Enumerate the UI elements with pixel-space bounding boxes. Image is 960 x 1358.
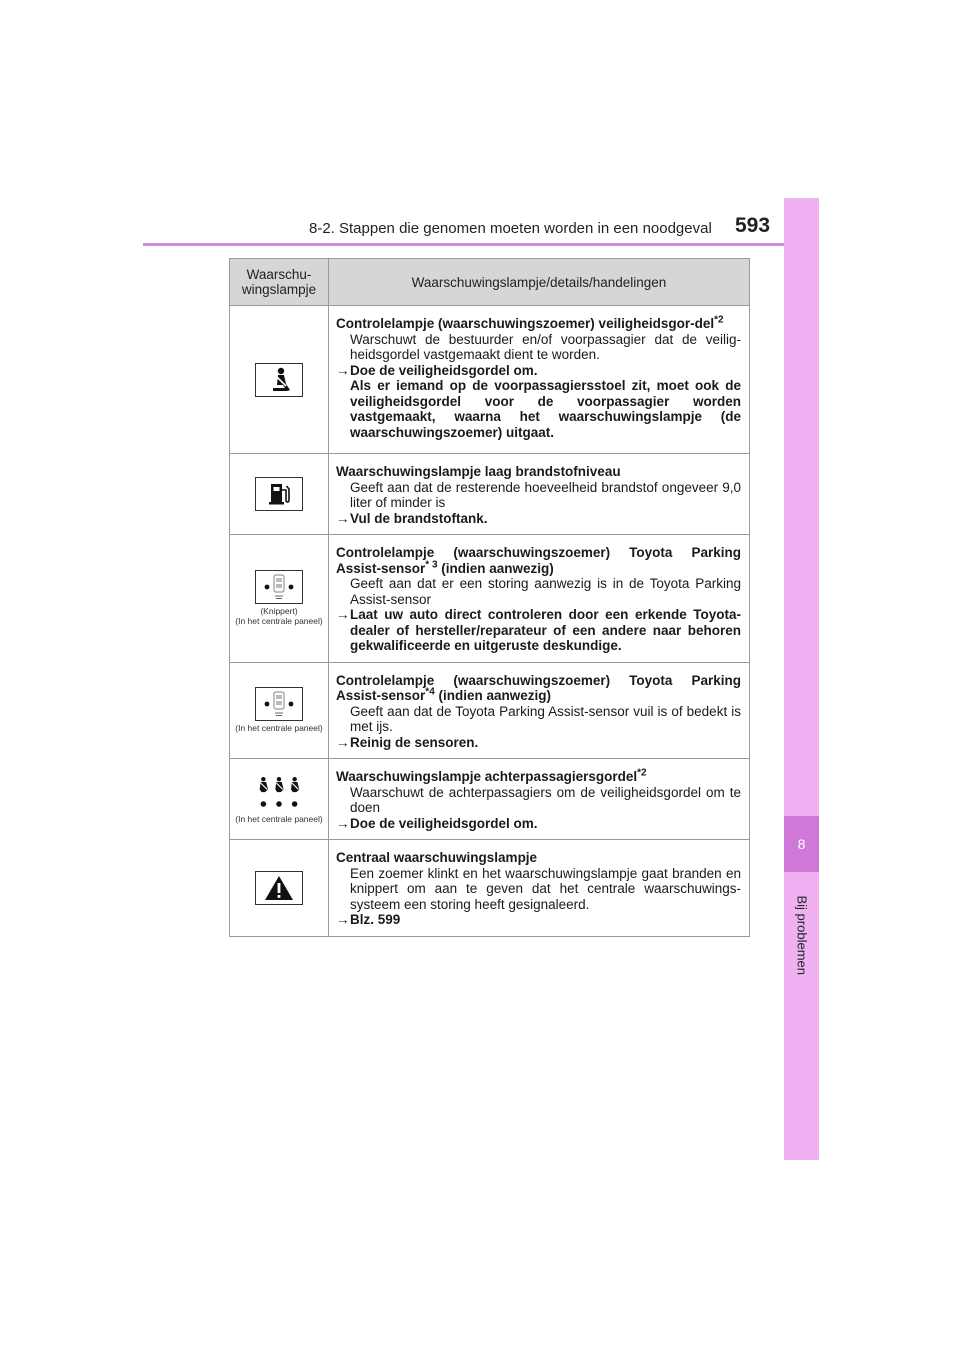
- details-cell: [329, 306, 750, 454]
- table-row: [230, 840, 750, 937]
- icon-cell: [230, 759, 329, 840]
- light-description: Geeft aan dat de resterende hoeveelheid brandstof ongeveer 9,0 liter of minder is: [350, 479, 741, 510]
- light-title: Controlelampje (waarschuwingszoemer) Toyota Parking Assist-sensor$^{*4}$ (indien aanwezig): [336, 672, 741, 703]
- icon-cell: [230, 306, 329, 454]
- chapter-side-tab: [784, 198, 819, 1160]
- seatbelt-icon: [255, 363, 303, 397]
- light-action: → Laat uw auto direct controleren door een erkende Toyota-dealer of hersteller/reparateur of een andere naar behoren gekwalificeerde en uitgeruste deskundige.: [336, 607, 741, 653]
- chapter-number: 8: [784, 816, 819, 872]
- light-description: Een zoemer klinkt en het waarschuwingslampje gaat branden en knippert om aan te geven dat het centrale waarschuwings-systeem een storing heeft gesignaleerd.: [350, 865, 741, 912]
- chapter-label: Bij problemen: [794, 895, 810, 975]
- page-number: 593: [735, 214, 771, 237]
- table-row: [230, 535, 750, 663]
- details-cell: [329, 662, 750, 759]
- light-title: Controlelampje (waarschuwingszoemer) veiligheidsgor-del$^{*2}$: [336, 314, 724, 331]
- rear-seatbelt-icon: [256, 774, 302, 812]
- light-action: → Reinig de sensoren.: [336, 734, 479, 750]
- light-action: → Vul de brandstoftank.: [336, 510, 488, 526]
- icon-note: (Knippert) (In het centrale paneel): [235, 606, 323, 626]
- table-row: [230, 662, 750, 759]
- section-title: 8-2. Stappen die genomen moeten worden in een noodgeval: [309, 220, 712, 237]
- parking-sensor-icon: [255, 687, 303, 721]
- light-title: Waarschuwingslampje achterpassagiersgordel$^{*2}$: [336, 767, 647, 784]
- fuel-pump-icon: [255, 477, 303, 511]
- icon-cell: [230, 840, 329, 937]
- column-header-details: Waarschuwingslampje/details/handelingen: [329, 259, 750, 306]
- icon-cell: [230, 662, 329, 759]
- details-cell: [329, 759, 750, 840]
- icon-cell: [230, 454, 329, 535]
- icon-note: (In het centrale paneel): [235, 813, 323, 824]
- light-action: → Blz. 599: [336, 912, 401, 927]
- light-action: → Doe de veiligheidsgordel om.: [336, 815, 538, 831]
- light-description: Geeft aan dat er een storing aanwezig is in de Toyota Parking Assist-sensor: [350, 576, 741, 607]
- table-row: [230, 306, 750, 454]
- light-action: → Doe de veiligheidsgordel om. Als er iemand op de voorpassagiersstoel zit, moet ook de veiligheidsgordel voor de voorpassagier worden vastgemaakt, waarna het waarschuwingslampje (de waarschuwingszoemer) uitgaat.: [336, 362, 741, 440]
- column-header-light: Waarschu- wingslampje: [230, 259, 329, 306]
- details-cell: [329, 535, 750, 663]
- light-title: Centraal waarschuwingslampje: [336, 850, 538, 865]
- light-description: Geeft aan dat de Toyota Parking Assist-sensor vuil is of bedekt is met ijs.: [350, 703, 741, 734]
- light-title: Waarschuwingslampje laag brandstofniveau: [336, 464, 621, 479]
- icon-note: (In het centrale paneel): [235, 723, 323, 733]
- details-cell: [329, 454, 750, 535]
- icon-cell: [230, 535, 329, 663]
- table-row: [230, 759, 750, 840]
- light-description: Warschuwt de bestuurder en/of voorpassagier dat de veilig-heidsgordel vastgemaakt dient te worden.: [350, 331, 741, 362]
- header-rule: [143, 243, 819, 246]
- light-title: Controlelampje (waarschuwingszoemer) Toyota Parking Assist-sensor$^{* 3}$ (indien aanwezig): [336, 545, 741, 576]
- master-warning-icon: [255, 871, 303, 905]
- parking-sensor-icon: [255, 570, 303, 604]
- details-cell: [329, 840, 750, 937]
- warning-lights-table: [229, 258, 750, 937]
- light-description: Waarschuwt de achterpassagiers om de veiligheidsgordel om te doen: [350, 784, 741, 815]
- table-row: [230, 454, 750, 535]
